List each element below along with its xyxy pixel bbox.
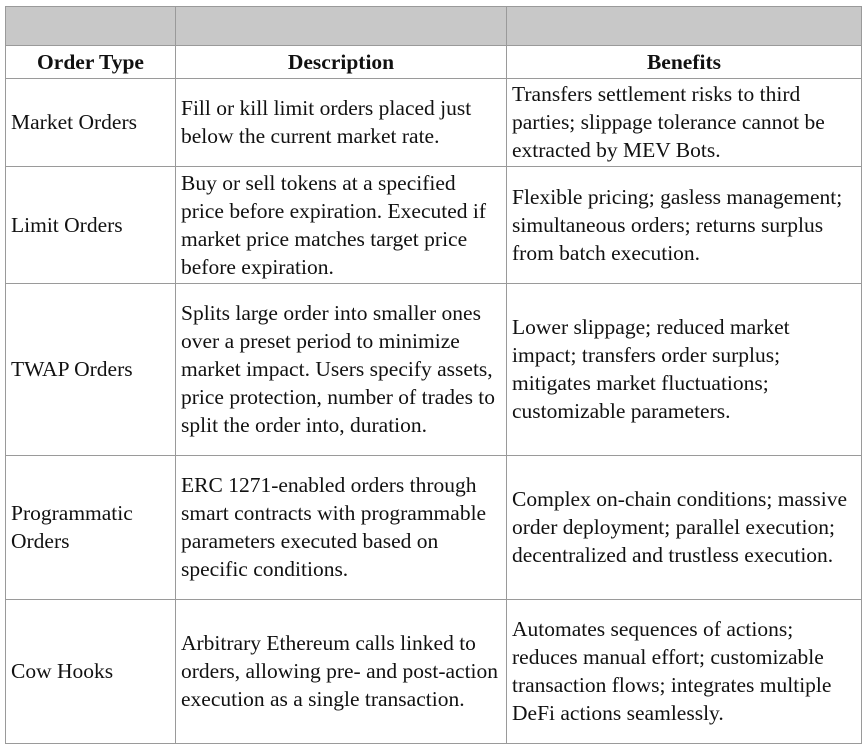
order-type-cell: TWAP Orders	[6, 284, 176, 456]
banner-cell	[176, 7, 507, 46]
header-description: Description	[176, 46, 507, 79]
table-row	[6, 456, 862, 600]
benefits-cell: Transfers settlement risks to third parties; slippage tolerance cannot be extracted by MEV Bots.	[507, 79, 862, 167]
benefits-cell: Complex on-chain conditions; massive order deployment; parallel execution; decentralized and trustless execution.	[507, 456, 862, 600]
benefits-cell: Lower slippage; reduced market impact; transfers order surplus; mitigates market fluctuations; customizable parameters.	[507, 284, 862, 456]
order-type-cell: Limit Orders	[6, 167, 176, 284]
table-row	[6, 600, 862, 744]
order-type-cell: Programmatic Orders	[6, 456, 176, 600]
order-types-table-container	[5, 6, 862, 744]
table-header-row	[6, 46, 862, 79]
description-cell: Buy or sell tokens at a specified price before expiration. Executed if market price matches target price before expiration.	[176, 167, 507, 284]
benefits-cell: Flexible pricing; gasless management; simultaneous orders; returns surplus from batch execution.	[507, 167, 862, 284]
table-row	[6, 79, 862, 167]
description-cell: Splits large order into smaller ones over a preset period to minimize market impact. Users specify assets, price protection, number of trades to split the order into, duration.	[176, 284, 507, 456]
header-benefits: Benefits	[507, 46, 862, 79]
banner-cell	[507, 7, 862, 46]
order-type-cell: Cow Hooks	[6, 600, 176, 744]
description-cell: Fill or kill limit orders placed just below the current market rate.	[176, 79, 507, 167]
header-order-type: Order Type	[6, 46, 176, 79]
order-type-cell: Market Orders	[6, 79, 176, 167]
order-types-table	[5, 6, 862, 744]
benefits-cell: Automates sequences of actions; reduces manual effort; customizable transaction flows; integrates multiple DeFi actions seamlessly.	[507, 600, 862, 744]
description-cell: ERC 1271-enabled orders through smart contracts with programmable parameters executed based on specific conditions.	[176, 456, 507, 600]
banner-cell	[6, 7, 176, 46]
description-cell: Arbitrary Ethereum calls linked to orders, allowing pre- and post-action execution as a single transaction.	[176, 600, 507, 744]
table-row	[6, 167, 862, 284]
table-banner-row	[6, 7, 862, 46]
table-row	[6, 284, 862, 456]
